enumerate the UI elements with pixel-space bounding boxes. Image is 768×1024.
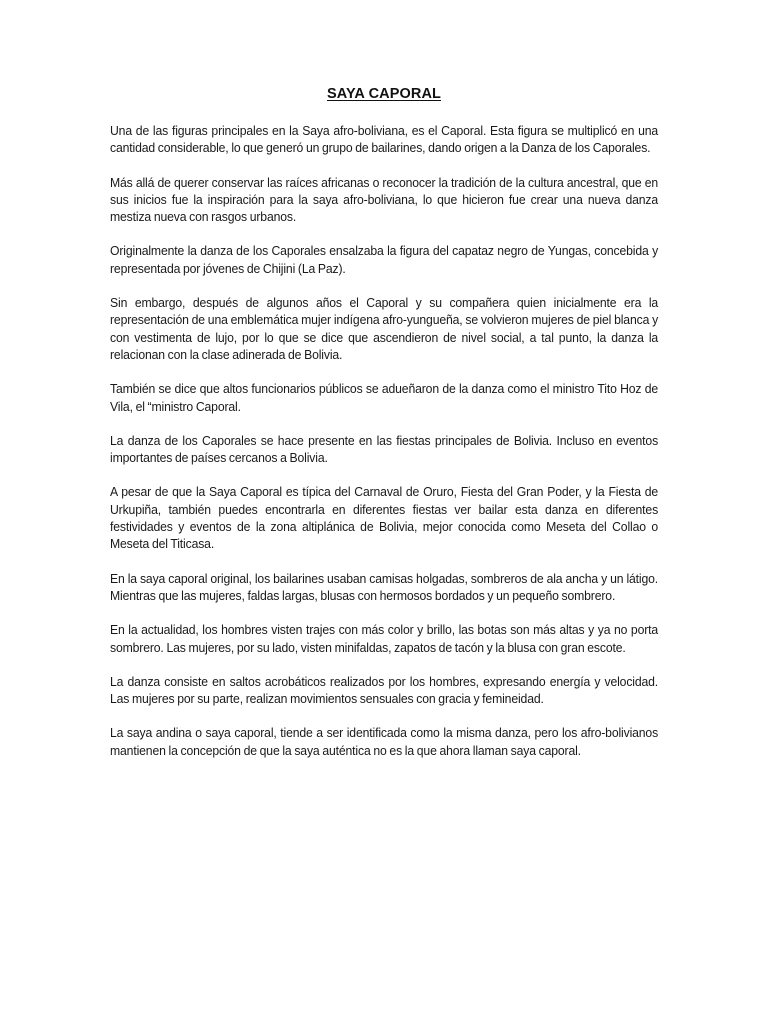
document-body — [110, 123, 658, 777]
document-title: SAYA CAPORAL — [326, 86, 441, 102]
paragraph-4: Sin embargo, después de algunos años el Caporal y su compañera quien inicialmente era la representación de una emblemática mujer indígena afro-yungueña, se volvieron mujeres de piel blanca y con vestimenta de lujo, por lo que se dice que ascendieron de nivel social, a tal punto, la danza la relacionan con la clase adinerada de Bolivia. — [110, 296, 659, 362]
paragraph-5: También se dice que altos funcionarios públicos se adueñaron de la danza como el ministro Tito Hoz de Vila, el “ministro Caporal. — [110, 382, 659, 414]
paragraph-11: La saya andina o saya caporal, tiende a ser identificada como la misma danza, pero los afro-bolivianos mantienen la concepción de que la saya auténtica no es la que ahora llaman saya caporal. — [110, 726, 659, 758]
paragraph-3: Originalmente la danza de los Caporales ensalzaba la figura del capataz negro de Yungas, concebida y representada por jóvenes de Chijini (La Paz). — [110, 244, 659, 276]
paragraph-2: Más allá de querer conservar las raíces africanas o reconocer la tradición de la cultura ancestral, que en sus inicios fue la inspiración para la saya afro-boliviana, lo que hicieron fue crear una nueva danza mestiza nueva con rasgos urbanos. — [110, 175, 659, 225]
paragraph-7: A pesar de que la Saya Caporal es típica del Carnaval de Oruro, Fiesta del Gran Poder, y la Fiesta de Urkupiña, también puedes encontrarla en diferentes fiestas ver bailar esta danza en diferentes festividades y eventos de la zona altiplánica de Bolivia, mejor conocida como Meseta del Collao o Meseta del Titicasa. — [110, 485, 659, 552]
paragraph-1: Una de las figuras principales en la Saya afro-boliviana, es el Caporal. Esta figura se multiplicó en una cantidad considerable, lo que generó un grupo de bailarines, dando origen a la Danza de los Caporales. — [110, 124, 659, 156]
paragraph-6: La danza de los Caporales se hace presente en las fiestas principales de Bolivia. Incluso en eventos importantes de países cercanos a Bolivia. — [110, 433, 659, 466]
paragraph-9: En la actualidad, los hombres visten trajes con más color y brillo, las botas son más altas y ya no porta sombrero. Las mujeres, por su lado, visten minifaldas, zapatos de tacón y la blusa con gran escote. — [110, 623, 659, 655]
paragraph-10: La danza consiste en saltos acrobáticos realizados por los hombres, expresando energía y velocidad. Las mujeres por su parte, realizan movimientos sensuales con gracia y femineidad. — [110, 674, 659, 707]
paragraph-8: En la saya caporal original, los bailarines usaban camisas holgadas, sombreros de ala ancha y un látigo. Mientras que las mujeres, faldas largas, blusas con hermosos bordados y un pequeño sombrero. — [110, 571, 659, 603]
